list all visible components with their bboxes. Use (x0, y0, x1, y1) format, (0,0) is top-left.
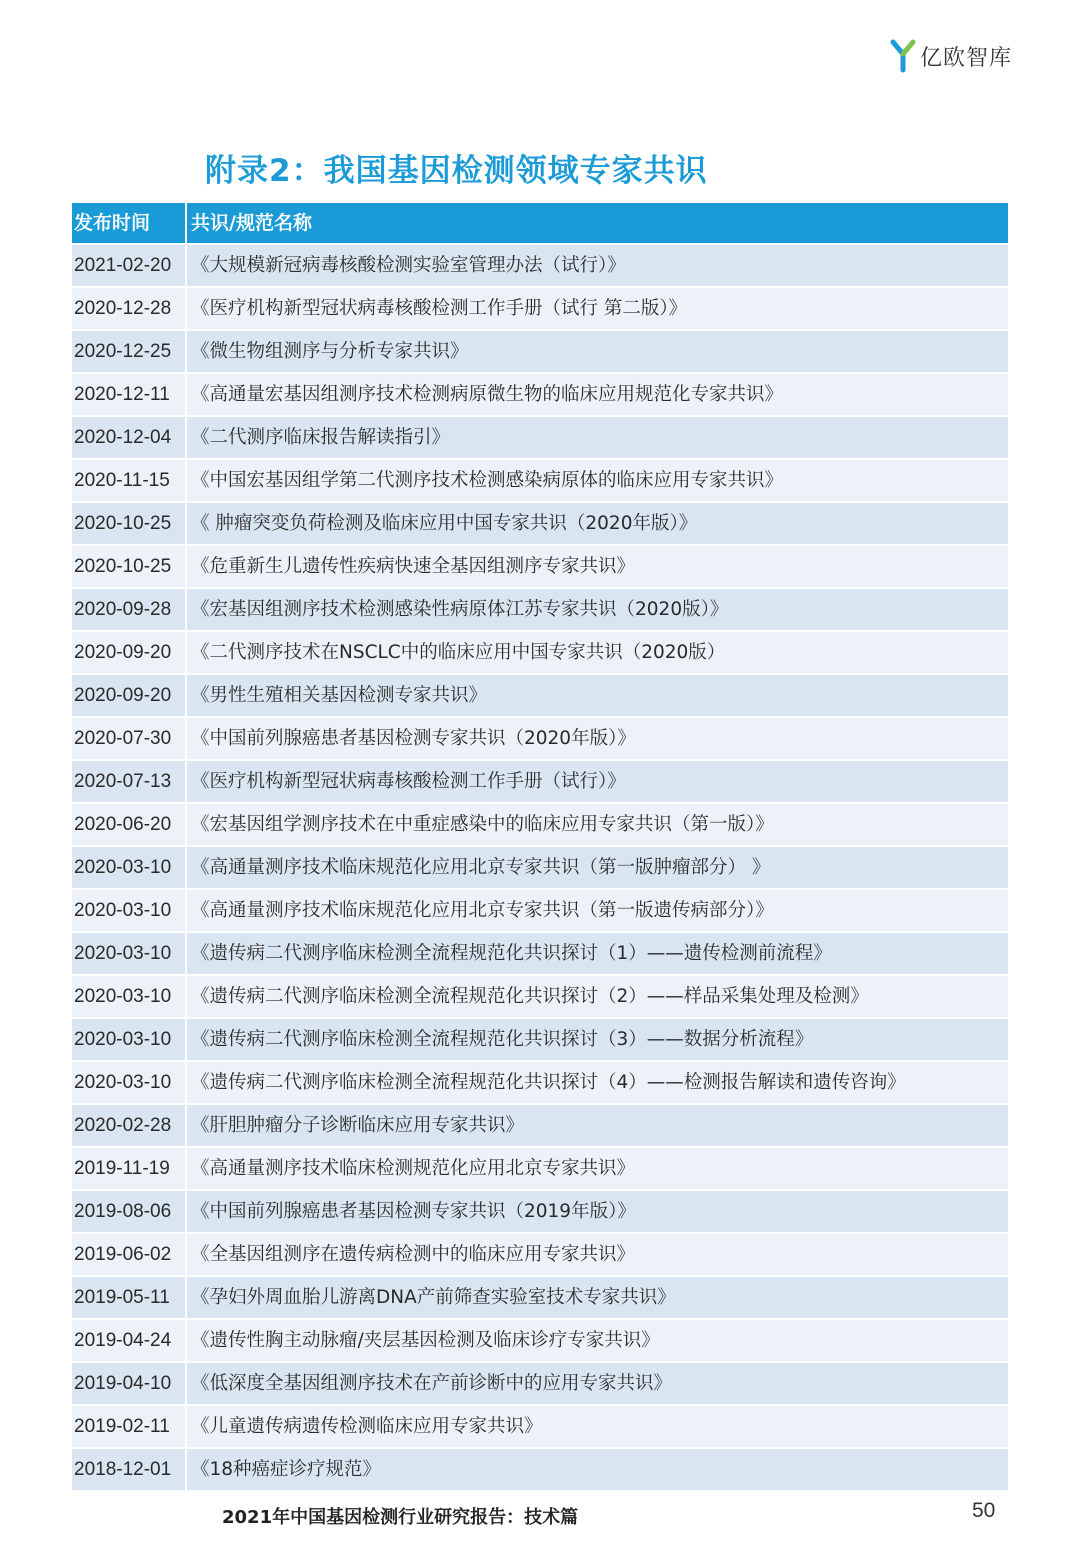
table-row (72, 632, 1008, 673)
table-row (72, 1148, 1008, 1189)
row-consensus-name: 《微生物组测序与分析专家共识》 (185, 331, 1008, 372)
row-date: 2020-12-25 (74, 341, 172, 362)
table-row (72, 718, 1008, 759)
row-consensus-name: 《中国前列腺癌患者基因检测专家共识（2020年版）》 (185, 718, 1008, 759)
row-consensus-name: 《遗传性胸主动脉瘤/夹层基因检测及临床诊疗专家共识》 (185, 1320, 1008, 1361)
row-date: 2019-04-10 (74, 1373, 172, 1394)
row-consensus-name: 《高通量测序技术临床规范化应用北京专家共识（第一版遗传病部分）》 (185, 890, 1008, 931)
consensus-table (72, 203, 1008, 1490)
table-row (72, 503, 1008, 544)
row-consensus-name: 《肝胆肿瘤分子诊断临床应用专家共识》 (185, 1105, 1008, 1146)
header-name: 共识/规范名称 (185, 203, 1008, 243)
row-consensus-name: 《遗传病二代测序临床检测全流程规范化共识探讨（1）——遗传检测前流程》 (185, 933, 1008, 974)
table-row (72, 1019, 1008, 1060)
table-row (72, 589, 1008, 630)
table-row (72, 245, 1008, 286)
table-row (72, 460, 1008, 501)
table-row (72, 933, 1008, 974)
table-row (72, 1320, 1008, 1361)
row-consensus-name: 《医疗机构新型冠状病毒核酸检测工作手册（试行）》 (185, 761, 1008, 802)
row-date: 2020-09-20 (74, 685, 172, 706)
row-date: 2019-04-24 (74, 1330, 172, 1351)
row-consensus-name: 《大规模新冠病毒核酸检测实验室管理办法（试行）》 (185, 245, 1008, 286)
table-row (72, 976, 1008, 1017)
row-consensus-name: 《孕妇外周血胎儿游离DNA产前筛查实验室技术专家共识》 (185, 1277, 1008, 1318)
table-row (72, 1406, 1008, 1447)
row-consensus-name: 《遗传病二代测序临床检测全流程规范化共识探讨（4）——检测报告解读和遗传咨询》 (185, 1062, 1008, 1103)
row-date: 2020-03-10 (74, 986, 172, 1007)
row-date: 2020-09-20 (74, 642, 172, 663)
row-date: 2020-11-15 (74, 470, 170, 491)
table-row (72, 1191, 1008, 1232)
row-date: 2020-10-25 (74, 556, 172, 577)
header-date: 发布时间 (74, 212, 151, 234)
yiou-logo-icon (890, 39, 916, 73)
page-title: 附录2：我国基因检测领域专家共识 (205, 153, 708, 189)
row-consensus-name: 《宏基因组学测序技术在中重症感染中的临床应用专家共识（第一版）》 (185, 804, 1008, 845)
row-date: 2020-09-28 (74, 599, 172, 620)
table-header (72, 203, 1008, 243)
row-date: 2019-05-11 (74, 1287, 170, 1308)
row-consensus-name: 《宏基因组测序技术检测感染性病原体江苏专家共识（2020版）》 (185, 589, 1008, 630)
footer-report-title: 2021年中国基因检测行业研究报告：技术篇 (222, 1507, 579, 1528)
table-row (72, 675, 1008, 716)
row-date: 2019-06-02 (74, 1244, 172, 1265)
logo-text: 亿欧智库 (920, 45, 1013, 71)
row-date: 2020-03-10 (74, 857, 172, 878)
row-date: 2021-02-20 (74, 255, 172, 276)
table-row (72, 890, 1008, 931)
row-date: 2020-03-10 (74, 1072, 172, 1093)
row-consensus-name: 《 肿瘤突变负荷检测及临床应用中国专家共识（2020年版）》 (185, 503, 1008, 544)
row-date: 2020-12-11 (74, 384, 170, 405)
row-date: 2020-07-30 (74, 728, 172, 749)
table-row (72, 761, 1008, 802)
row-consensus-name: 《18种癌症诊疗规范》 (185, 1449, 1008, 1490)
row-consensus-name: 《低深度全基因组测序技术在产前诊断中的应用专家共识》 (185, 1363, 1008, 1404)
row-date: 2019-08-06 (74, 1201, 172, 1222)
row-consensus-name: 《高通量测序技术临床检测规范化应用北京专家共识》 (185, 1148, 1008, 1189)
row-consensus-name: 《中国宏基因组学第二代测序技术检测感染病原体的临床应用专家共识》 (185, 460, 1008, 501)
row-date: 2020-10-25 (74, 513, 172, 534)
row-date: 2018-12-01 (74, 1459, 172, 1480)
table-row (72, 374, 1008, 415)
table-row (72, 331, 1008, 372)
table-row (72, 804, 1008, 845)
row-date: 2020-06-20 (74, 814, 172, 835)
row-date: 2020-03-10 (74, 900, 172, 921)
row-date: 2020-03-10 (74, 1029, 172, 1050)
row-consensus-name: 《儿童遗传病遗传检测临床应用专家共识》 (185, 1406, 1008, 1447)
table-row (72, 1277, 1008, 1318)
table-row (72, 288, 1008, 329)
row-consensus-name: 《遗传病二代测序临床检测全流程规范化共识探讨（2）——样品采集处理及检测》 (185, 976, 1008, 1017)
row-consensus-name: 《危重新生儿遗传性疾病快速全基因组测序专家共识》 (185, 546, 1008, 587)
page-number: 50 (972, 1499, 996, 1522)
row-consensus-name: 《全基因组测序在遗传病检测中的临床应用专家共识》 (185, 1234, 1008, 1275)
row-date: 2019-11-19 (74, 1158, 170, 1179)
row-consensus-name: 《二代测序临床报告解读指引》 (185, 417, 1008, 458)
row-date: 2019-02-11 (74, 1416, 170, 1437)
table-row (72, 1234, 1008, 1275)
row-date: 2020-02-28 (74, 1115, 172, 1136)
table-row (72, 417, 1008, 458)
row-consensus-name: 《二代测序技术在NSCLC中的临床应用中国专家共识（2020版） (185, 632, 1008, 673)
row-consensus-name: 《高通量测序技术临床规范化应用北京专家共识（第一版肿瘤部分） 》 (185, 847, 1008, 888)
row-date: 2020-07-13 (74, 771, 172, 792)
table-row (72, 546, 1008, 587)
row-consensus-name: 《遗传病二代测序临床检测全流程规范化共识探讨（3）——数据分析流程》 (185, 1019, 1008, 1060)
table-body (72, 245, 1008, 1490)
row-date: 2020-03-10 (74, 943, 172, 964)
row-date: 2020-12-04 (74, 427, 172, 448)
table-row (72, 1363, 1008, 1404)
brand-logo (890, 38, 1012, 74)
table-row (72, 1105, 1008, 1146)
row-consensus-name: 《医疗机构新型冠状病毒核酸检测工作手册（试行 第二版）》 (185, 288, 1008, 329)
table-row (72, 1062, 1008, 1103)
row-consensus-name: 《高通量宏基因组测序技术检测病原微生物的临床应用规范化专家共识》 (185, 374, 1008, 415)
row-date: 2020-12-28 (74, 298, 172, 319)
row-consensus-name: 《男性生殖相关基因检测专家共识》 (185, 675, 1008, 716)
table-row (72, 1449, 1008, 1490)
table-row (72, 847, 1008, 888)
row-consensus-name: 《中国前列腺癌患者基因检测专家共识（2019年版）》 (185, 1191, 1008, 1232)
